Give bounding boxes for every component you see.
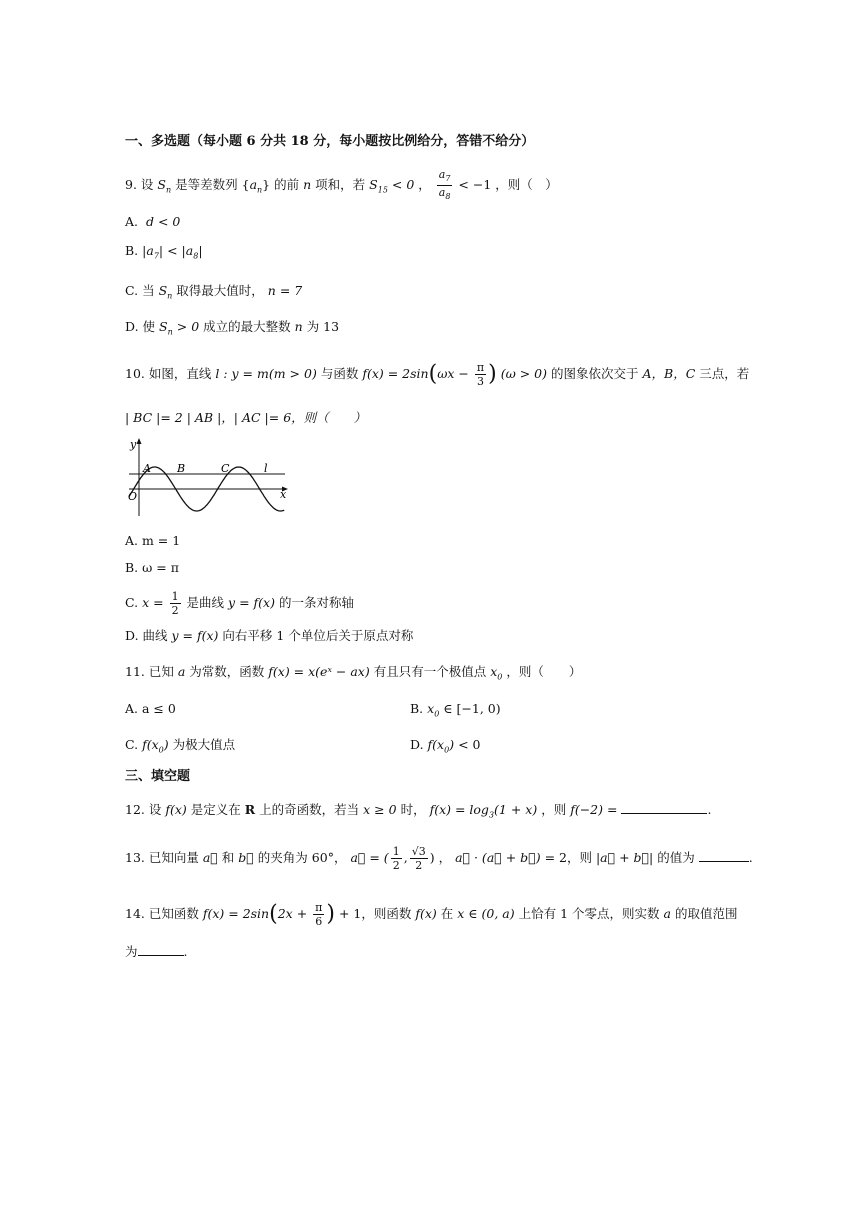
question-10-option-d: D. 曲线 y = f(x) 向右平移 1 个单位后关于原点对称 bbox=[125, 628, 414, 643]
question-11-option-a: A. a ≤ 0 bbox=[125, 701, 176, 716]
graph-label-origin: O bbox=[128, 490, 138, 503]
question-9-option-c: C. 当 $S_n$ 取得最大值时， n = 7 bbox=[125, 283, 303, 301]
answer-blank-14[interactable] bbox=[138, 943, 184, 956]
question-12: 12. 设 f(x) 是定义在 R 上的奇函数，若当 x ≥ 0 时， $f(x) = \log_3(1 + x)$ ，则 f(−2) = . bbox=[125, 802, 712, 820]
question-10-option-c: C. x = $\frac{1}{2}$ 是曲线 y = f(x) 的一条对称轴 bbox=[125, 590, 354, 617]
question-9-option-b: B. $|a_7| < |a_8|$ bbox=[125, 243, 203, 261]
graph-label-y: y bbox=[130, 438, 137, 451]
section-title-multiple-choice: 一、多选题（每小题 6 分共 18 分，每小题按比例给分，答错不给分） bbox=[125, 134, 535, 149]
question-11-option-b: B. $x_0$ ∈ [−1, 0) bbox=[410, 701, 501, 719]
graph-label-b: B bbox=[177, 462, 186, 475]
answer-blank-12[interactable] bbox=[621, 801, 707, 814]
answer-blank-13[interactable] bbox=[699, 849, 749, 862]
section-title-fill-in: 三、填空题 bbox=[125, 769, 191, 784]
question-9-option-a: A. d < 0 bbox=[125, 214, 181, 229]
question-10-stem: 10. 如图，直线 l : y = m(m > 0) 与函数 f(x) = 2sin(ωx − $\frac{\pi}{3}$ ) (ω > 0) 的图象依次交于 A，B，C 三点，若 bbox=[125, 361, 750, 388]
question-11-stem: 11. 已知 a 为常数，函数 f(x) = x(eˣ − ax) 有且只有一个极值点 $x_0$ ，则（ ） bbox=[125, 664, 582, 682]
question-14-continued: 为 . bbox=[125, 944, 188, 959]
graph-label-l: l bbox=[264, 462, 268, 475]
graph-label-a: A bbox=[143, 462, 151, 475]
question-9-option-d: D. 使 $S_n > 0$ 成立的最大整数 n 为 13 bbox=[125, 319, 340, 337]
sine-graph-figure bbox=[125, 436, 290, 521]
question-9-stem: 9. 设 $S_n$ 是等差数列 $\{a_n\}$ 的前 n 项和，若 $S_{15} < 0$ ， $\frac{a_7}{a_8}$ < −1 ，则（ ） bbox=[125, 168, 558, 202]
graph-label-x: x bbox=[280, 488, 287, 501]
question-11-option-c: C. $f(x_0)$ 为极大值点 bbox=[125, 737, 236, 755]
question-10-option-b: B. ω = π bbox=[125, 560, 179, 575]
graph-label-c: C bbox=[221, 462, 230, 475]
question-11-option-d: D. $f(x_0) < 0$ bbox=[410, 737, 481, 755]
y-axis-arrow bbox=[137, 438, 142, 444]
question-14: 14. 已知函数 f(x) = 2sin(2x + $\frac{\pi}{6}$ ) + 1，则函数 f(x) 在 x ∈ (0, a) 上恰有 1 个零点，则实数 a 的取值范围 bbox=[125, 901, 738, 928]
question-10-condition: | BC |= 2 | AB |，| AC |= 6，则（ ） bbox=[125, 410, 367, 425]
question-10-option-a: A. m = 1 bbox=[125, 533, 181, 548]
question-13: 13. 已知向量 a⃗ 和 b⃗ 的夹角为 60°， a⃗ = ( $\frac{1}{2}$ , $\frac{√3}{2}$ ) ， a⃗ · (a⃗ + b⃗) = 2，则 |a⃗ + b⃗| 的值为 . bbox=[125, 845, 753, 872]
